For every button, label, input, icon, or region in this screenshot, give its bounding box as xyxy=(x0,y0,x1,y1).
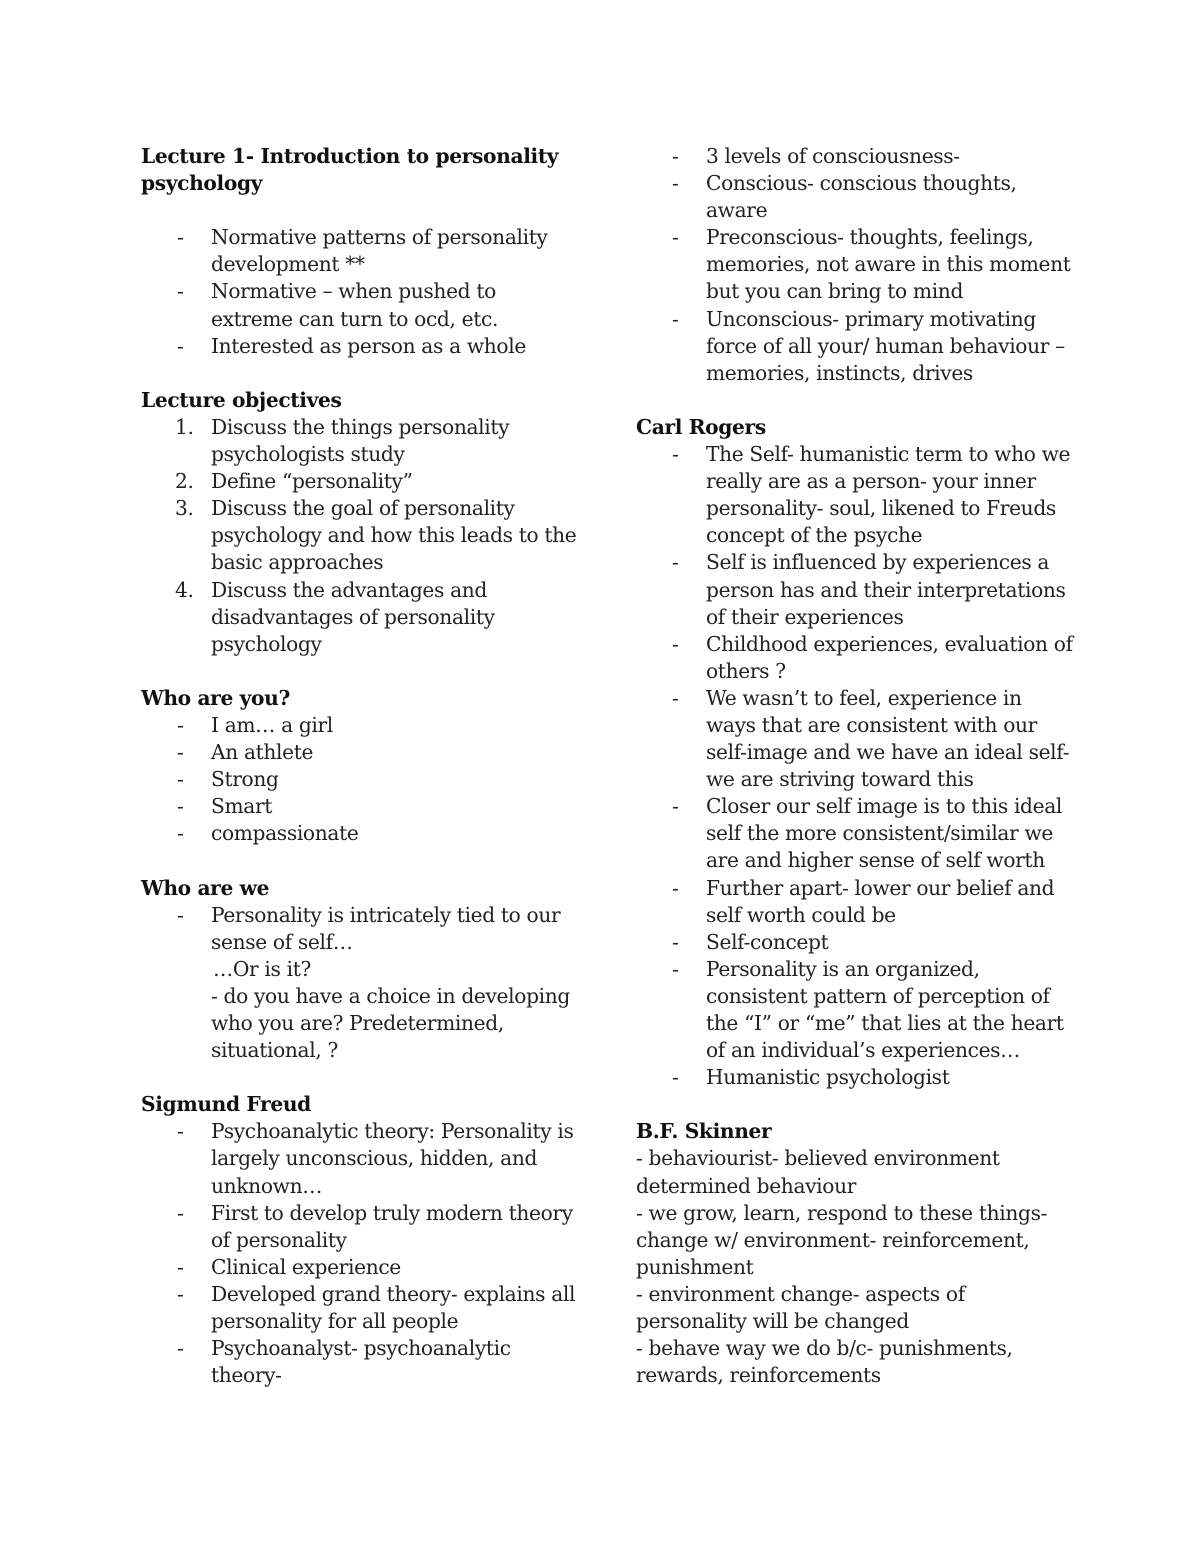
who-are-you-list xyxy=(141,712,581,847)
list-item: - Clinical experience xyxy=(141,1254,581,1281)
who-are-we-heading: Who are we xyxy=(141,875,270,900)
note-line: - we grow, learn, respond to these things- change w/ environment- reinforcement, punishment xyxy=(636,1200,1048,1279)
rogers-heading: Carl Rogers xyxy=(636,414,766,439)
right-column xyxy=(636,143,1076,1389)
list-number: 4. xyxy=(175,577,194,602)
list-item: - Interested as person as a whole xyxy=(141,333,581,360)
list-item xyxy=(141,468,581,495)
list-item xyxy=(141,495,581,576)
left-column xyxy=(141,143,581,1389)
list-item: - Further apart- lower our belief and self worth could be xyxy=(636,875,1076,929)
list-item: - Normative – when pushed to extreme can turn to ocd, etc. xyxy=(141,278,581,332)
list-text: Discuss the things personality psychologists study xyxy=(211,414,510,467)
list-item: - Humanistic psychologist xyxy=(636,1064,1076,1091)
continuation-text: - do you have a choice in developing who you are? Predetermined, situational, ? xyxy=(211,983,570,1063)
list-item: - Unconscious- primary motivating force of all your/ human behaviour – memories, instincts, drives xyxy=(636,306,1076,387)
list-item: - An athlete xyxy=(141,739,581,766)
freud-list xyxy=(141,1118,581,1389)
list-number: 1. xyxy=(175,414,194,439)
list-item: - Self-concept xyxy=(636,929,1076,956)
list-item: - Closer our self image is to this ideal self the more consistent/similar we are and higher sense of self worth xyxy=(636,793,1076,874)
list-item: - compassionate xyxy=(141,820,581,847)
list-item: - Personality is intricately tied to our sense of self… xyxy=(141,902,581,956)
list-item: - Strong xyxy=(141,766,581,793)
list-text: Define “personality” xyxy=(211,469,413,494)
who-are-we-list xyxy=(141,902,581,956)
list-item: - First to develop truly modern theory of personality xyxy=(141,1200,581,1254)
list-item: - I am… a girl xyxy=(141,712,581,739)
note-line: - environment change- aspects of personality will be changed xyxy=(636,1281,965,1334)
list-text: Discuss the advantages and disadvantages of personality psychology xyxy=(211,577,495,656)
list-item xyxy=(141,577,581,658)
consciousness-list xyxy=(636,143,1076,387)
skinner-notes xyxy=(636,1145,1076,1389)
lecture-title: Lecture 1- Introduction to personality psychology xyxy=(141,144,559,196)
list-item: - Childhood experiences, evaluation of others ? xyxy=(636,631,1076,685)
list-item: - Psychoanalytic theory: Personality is largely unconscious, hidden, and unknown… xyxy=(141,1118,581,1199)
list-text: Discuss the goal of personality psychology and how this leads to the basic approaches xyxy=(211,496,577,575)
list-item: - Personality is an organized, consistent pattern of perception of the “I” or “me” that lies at the heart of an individual’s experiences… xyxy=(636,956,1076,1064)
list-item: - Smart xyxy=(141,793,581,820)
freud-heading: Sigmund Freud xyxy=(141,1092,311,1117)
list-item: - Preconscious- thoughts, feelings, memories, not aware in this moment but you can bring to mind xyxy=(636,224,1076,305)
list-item: - 3 levels of consciousness- xyxy=(636,143,1076,170)
list-number: 2. xyxy=(175,469,194,494)
continuation-text: …Or is it? xyxy=(213,956,311,981)
note-line: - behaviourist- believed environment determined behaviour xyxy=(636,1146,1000,1198)
objectives-list xyxy=(141,414,581,658)
note-line: - behave way we do b/c- punishments, rewards, reinforcements xyxy=(636,1336,1013,1388)
list-item: - Normative patterns of personality development ** xyxy=(141,224,581,278)
list-item xyxy=(141,414,581,468)
rogers-list xyxy=(636,441,1076,1091)
who-are-you-heading: Who are you? xyxy=(141,685,290,710)
intro-bullet-list xyxy=(141,224,581,359)
list-item: - Developed grand theory- explains all personality for all people xyxy=(141,1281,581,1335)
list-item: - Conscious- conscious thoughts, aware xyxy=(636,170,1076,224)
list-item: - Psychoanalyst- psychoanalytic theory- xyxy=(141,1335,581,1389)
list-item: - The Self- humanistic term to who we really are as a person- your inner personality- soul, likened to Freuds concept of the psyche xyxy=(636,441,1076,549)
skinner-heading: B.F. Skinner xyxy=(636,1119,772,1144)
list-item: - We wasn’t to feel, experience in ways that are consistent with our self-image and we have an ideal self- we are striving toward this xyxy=(636,685,1076,793)
list-item: - Self is influenced by experiences a person has and their interpretations of their experiences xyxy=(636,549,1076,630)
objectives-heading: Lecture objectives xyxy=(141,387,342,412)
list-number: 3. xyxy=(175,496,194,521)
